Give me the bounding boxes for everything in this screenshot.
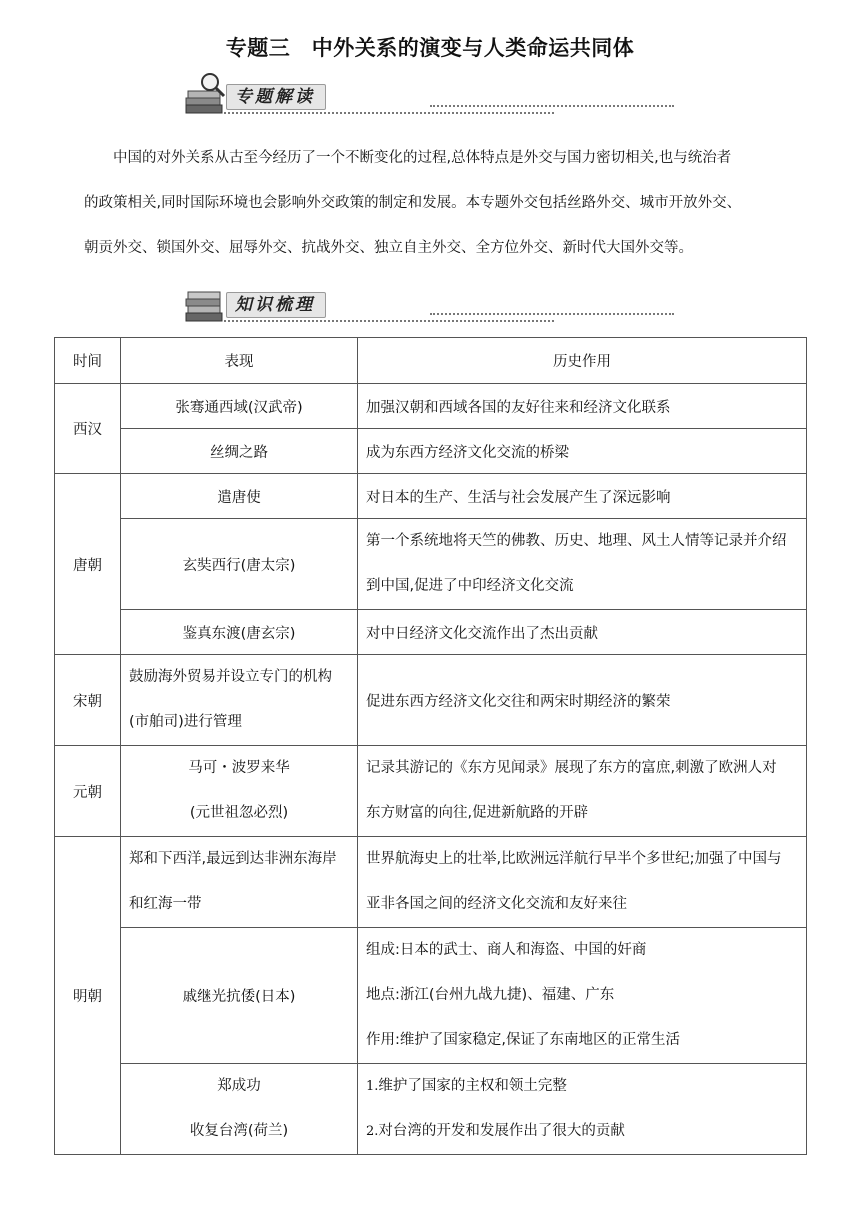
page-title: 专题三 中外关系的演变与人类命运共同体 (225, 36, 635, 60)
period-cell: 明朝 (55, 837, 121, 1155)
intro-line: 的政策相关,同时国际环境也会影响外交政策的制定和发展。本专题外交包括丝路外交、城市开放外交、 (84, 195, 742, 211)
section-banner-knowledge (184, 280, 684, 324)
period-cell: 西汉 (55, 384, 121, 474)
table-row (55, 746, 807, 837)
table-row (55, 519, 807, 610)
effect-line: 世界航海史上的壮举,比欧洲远洋航行早半个多世纪;加强了中国与 (366, 851, 782, 867)
event-line: 郑和下西洋,最远到达非洲东海岸 (129, 851, 337, 867)
table-row (55, 384, 807, 429)
table-row (55, 429, 807, 474)
header-time: 时间 (55, 338, 121, 384)
event-cell (121, 1064, 358, 1155)
dotted-rule (224, 112, 554, 114)
history-table (54, 337, 807, 1155)
header-effect: 历史作用 (358, 338, 807, 384)
event-cell: 张骞通西域(汉武帝) (121, 384, 358, 429)
event-cell: 丝绸之路 (121, 429, 358, 474)
table-row (55, 837, 807, 928)
effect-line: 地点:浙江(台州九战九捷)、福建、广东 (366, 987, 615, 1003)
dotted-rule (430, 313, 674, 315)
effect-line: 到中国,促进了中印经济文化交流 (366, 578, 574, 594)
effect-line: 第一个系统地将天竺的佛教、历史、地理、风土人情等记录并介绍 (366, 533, 787, 549)
effect-cell (358, 837, 807, 928)
effect-cell: 促进东西方经济文化交往和两宋时期经济的繁荣 (358, 655, 807, 746)
effect-line: 组成:日本的武士、商人和海盗、中国的奸商 (366, 942, 647, 958)
header-event: 表现 (121, 338, 358, 384)
table-header-row (55, 338, 807, 384)
period-cell: 宋朝 (55, 655, 121, 746)
effect-cell (358, 746, 807, 837)
magnifier-books-icon (184, 72, 232, 116)
banner-label: 专题解读 (226, 84, 326, 110)
effect-cell: 成为东西方经济文化交流的桥梁 (358, 429, 807, 474)
effect-line: 亚非各国之间的经济文化交流和友好来往 (366, 896, 627, 912)
effect-cell: 对中日经济文化交流作出了杰出贡献 (358, 610, 807, 655)
period-cell: 元朝 (55, 746, 121, 837)
effect-cell: 加强汉朝和西域各国的友好往来和经济文化联系 (358, 384, 807, 429)
books-icon (184, 280, 232, 324)
event-line: 鼓励海外贸易并设立专门的机构 (129, 669, 332, 685)
table-row (55, 474, 807, 519)
table-row (55, 610, 807, 655)
effect-line (366, 1109, 798, 1154)
event-cell: 戚继光抗倭(日本) (121, 928, 358, 1064)
table-row (55, 1064, 807, 1155)
event-line: 和红海一带 (129, 896, 202, 912)
table-row (55, 655, 807, 746)
effect-line: 作用:维护了国家稳定,保证了东南地区的正常生活 (366, 1032, 680, 1048)
effect-cell (358, 1064, 807, 1155)
intro-paragraph (84, 136, 784, 271)
list-text: 对台湾的开发和发展作出了很大的贡献 (378, 1123, 625, 1139)
dotted-rule (224, 320, 554, 322)
intro-line: 中国的对外关系从古至今经历了一个不断变化的过程,总体特点是外交与国力密切相关,也与统治者 (113, 150, 732, 166)
intro-line: 朝贡外交、锁国外交、屈辱外交、抗战外交、独立自主外交、全方位外交、新时代大国外交等。 (84, 240, 693, 256)
event-cell: 鉴真东渡(唐玄宗) (121, 610, 358, 655)
event-cell (121, 746, 358, 837)
list-number: 1. (366, 1079, 379, 1094)
event-cell: 玄奘西行(唐太宗) (121, 519, 358, 610)
effect-cell (358, 928, 807, 1064)
dotted-rule (430, 105, 674, 107)
banner-label: 知识梳理 (226, 292, 326, 318)
event-line: (市舶司)进行管理 (129, 714, 242, 730)
event-line: 马可・波罗来华 (188, 760, 290, 776)
event-cell (121, 655, 358, 746)
period-cell: 唐朝 (55, 474, 121, 655)
table-row (55, 928, 807, 1064)
event-cell: 遣唐使 (121, 474, 358, 519)
effect-line (366, 1064, 798, 1109)
list-number: 2. (366, 1124, 379, 1139)
event-line: 郑成功 (217, 1078, 261, 1094)
effect-line: 记录其游记的《东方见闻录》展现了东方的富庶,刺激了欧洲人对 (366, 760, 777, 776)
list-text: 维护了国家的主权和领土完整 (378, 1078, 567, 1094)
section-banner-interpretation (184, 72, 684, 116)
event-line: 收复台湾(荷兰) (189, 1123, 289, 1139)
event-cell (121, 837, 358, 928)
effect-line: 东方财富的向往,促进新航路的开辟 (366, 805, 589, 821)
effect-cell: 对日本的生产、生活与社会发展产生了深远影响 (358, 474, 807, 519)
effect-cell (358, 519, 807, 610)
event-line: (元世祖忽必烈) (189, 805, 289, 821)
